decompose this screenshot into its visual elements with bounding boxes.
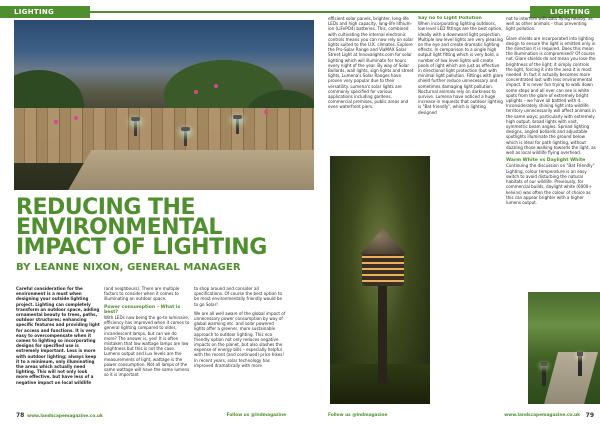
pathway [542, 352, 598, 404]
flower [214, 84, 218, 88]
garden-lamp [184, 130, 187, 146]
column-4-body: efficient solar panels, brighter, long-life LEDs and high capacity, long-life lithium-ion (LiFePO4) batteries. This, combined with cultivating the internal electronic controls means you can now rely on solar lights suited to the U.K. climates. Explore the Pro-Solar Range and ViaMAX Solar Street Light at Innovalights.com for solar lighting which will illuminate for hours every night of the year. By way of Solar Bollards, wall lights, sign lights and street lights, Lumena's Solar Ranges have proven very popular due to their versatility. Lumena's solar lights are commonly specified for various applications including gardens, commercial premises, public areas and even waterfront piers. [328, 16, 414, 110]
left-footer [16, 411, 286, 421]
garden-path [57, 150, 314, 190]
lead-paragraph: Careful consideration for the environment is a must when designing your outside lighting project. Lighting can completely transform an outdoor space, adding ornamental beauty to trees, paths, outdoor structures; enhancing specific features and providing light for access and functions. It is very easy to overcompensate when it comes to lighting so incorporating designs for specified use is extremely important. Less is more with outdoor lighting; always keep it to a minimum, only illuminating the areas which actually need lighting. This will not only look more effective, but have less of a negative impact on local wildlife [16, 286, 100, 385]
flower [194, 90, 198, 94]
lamp-cap [360, 228, 406, 254]
column-1 [16, 286, 100, 412]
garden-lamp [134, 120, 137, 136]
subhead-power-consumption: Power consumption – What is best? [104, 304, 181, 315]
bollard [542, 362, 546, 386]
column-3-body-1: to shop around and consider all specifications. Of course the best option to be most environmentally friendly would be to go Solar! [194, 286, 283, 307]
flower [74, 116, 78, 120]
column-6 [506, 16, 596, 290]
page-number-left: 78 [16, 412, 25, 419]
lamp-post [378, 284, 387, 384]
header-rule [90, 11, 300, 13]
bollard [578, 352, 582, 376]
path-light-photo [330, 156, 430, 404]
garden-lighting-photo [14, 20, 314, 190]
column-6-body-2: Glare shields are incorporated into lighting design to ensure the light is emitted only in the direction it is required. Does this mean the illumination is compromised? Of course not. Glare shields do not mean you lose the brightness of the light; it simply controls the light, forcing it into the area it is most needed. In fact it actually becomes more concentrated lost with less environmental impact. It is never fun trying to walk down some steps and all ever can see is white spots from the glare of extremely bright uplights – we have all battled with it. Inconsiderately shining light into wildlife territory unnecessarily will affect animals in the same ways; particularly with extremely high output, broad lights with vast, symmetric beam angles. Spread lighting designs, angled bollards and adjustable spotlights illuminate the ground below which is ideal for path lighting, without dazzling those walking towards the light, as well as local wildlife flying overhead. [506, 35, 596, 156]
section-label-right: LIGHTING [530, 6, 600, 18]
header-rule-right [300, 11, 530, 13]
column-3-body-2: We are all well aware of the global impact of unnecessary power consumption by way of global warming etc. and solar powered lights offer a greener, more sustainable approach to outdoor lighting. This eco friendly option not only reduces negative impacts on the planet, but also slashes the expense of energy bills – especially helpful with the recent (and continued) price hikes! In recent years, solar technology has improved dramatically with more [194, 310, 286, 368]
garden-lamp [236, 118, 239, 134]
page-number-right: 79 [585, 412, 594, 419]
lamp-shade [362, 252, 404, 286]
column-3 [194, 286, 286, 412]
flower [264, 110, 268, 114]
column-2-intro: (and neighbours). There are multiple factors to consider when it comes to illuminating an outdoor space. [104, 286, 180, 302]
column-2 [104, 286, 190, 412]
flower [54, 120, 58, 124]
right-footer [328, 411, 594, 421]
site-url-left[interactable]: www.landscapemagazine.co.uk [27, 414, 103, 419]
column-6-body-1: not to interfere with bats flying nearby, as well as other animals – thus preventing light pollution. [506, 16, 593, 32]
social-handle-right[interactable]: Follow us @lndmagazine [328, 413, 388, 418]
social-handle-left[interactable]: Follow us @lndmagazine [226, 413, 286, 418]
site-url-right[interactable]: www.landscapemagazine.co.uk [504, 413, 580, 418]
bollard-lighting-photo [528, 292, 600, 404]
column-6-body-3: Continuing the discussion on "Bat Friendly" Lighting, colour temperature is an easy switch to avoid disturbing the natural habitats of our wildlife. Previously, for commercial builds, daylight white (6000+ kelvins) was often the colour of choice as this can appear brighter with a higher lumens output. [506, 163, 595, 205]
article-byline: BY LEANNE NIXON, GENERAL MANAGER [16, 262, 241, 273]
column-4 [328, 16, 414, 152]
column-5-body: When incorporating lighting outdoors, low level LED fittings are the best option, ideally with a downward light projection. Multiple low level lights are very pleasing on the eye and create dramatic lighting effects. In comparison to a single high output light fitting which is very bold, a number of low level lights will create pools of light which are just as effective in directional light protection (but with minimal light pollution. Fittings with glare shield further reduce unnecessary and sometimes damaging light pollution. Nocturnal animals rely on darkness to survive. Lumena have noticed a huge increase in requests that outdoor lighting is "Bat friendly", which is lighting designed [418, 21, 504, 115]
section-label: LIGHTING [0, 6, 90, 18]
column-2-body: With LEDs now being the go-to luminaire, efficiency has improved when it comes to general lighting compared to older, incandescent lamps, but can we do more? The answer is, yes! It is often mistaken that low wattage lamps are low brightness but this is not the case. Lumens output and Lux levels are the measurements of light, wattage is the power consumption. Not all lamps of the same wattage will have the same lumens so it is important [104, 315, 190, 378]
subhead-warm-white: Warm White vs Daylight White [506, 158, 586, 164]
column-5 [418, 16, 504, 152]
article-headline: REDUCING THE ENVIRONMENTAL IMPACT OF LIGHTING [16, 195, 267, 260]
subhead-light-pollution: Say no to Light Pollution [418, 16, 482, 21]
